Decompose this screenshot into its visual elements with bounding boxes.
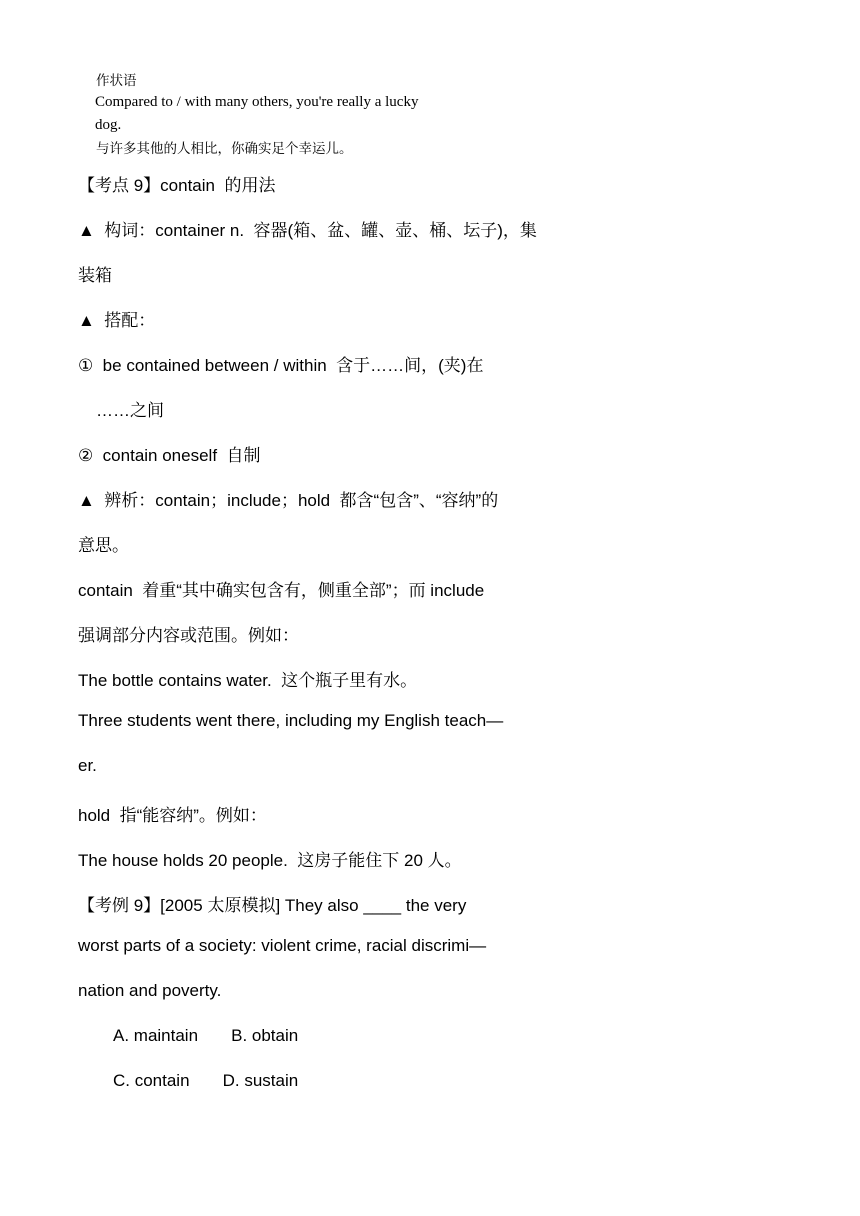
text-line: ▲ 搭配： bbox=[78, 311, 156, 330]
text-line: ……之间 bbox=[96, 401, 164, 420]
text-line: Three students went there, including my English teach— bbox=[78, 711, 504, 730]
adverbial-label: 作状语 bbox=[96, 73, 137, 89]
example-sentence-en-2: dog. bbox=[95, 117, 122, 133]
text-line: 强调部分内容或范围。例如： bbox=[78, 626, 299, 645]
text-line: 意思。 bbox=[78, 536, 129, 555]
text-line: nation and poverty. bbox=[78, 981, 222, 1000]
answer-options-row-1: A. maintain B. obtain bbox=[113, 1026, 299, 1045]
text-line: ② contain oneself 自制 bbox=[78, 446, 261, 465]
text-line: ▲ 构词：container n. 容器(箱、盆、罐、壶、桶、坛子)，集 bbox=[78, 221, 537, 240]
text-line: contain 着重“其中确实包含有，侧重全部”；而 include bbox=[78, 581, 485, 600]
text-line: hold 指“能容纳”。例如： bbox=[78, 806, 267, 825]
text-line: er. bbox=[78, 756, 97, 775]
text-line: 装箱 bbox=[78, 266, 112, 285]
example-sentence-en-1: Compared to / with many others, you're really a lucky bbox=[95, 94, 419, 110]
text-line: The bottle contains water. 这个瓶子里有水。 bbox=[78, 671, 418, 690]
exam-question: 【考例 9】[2005 太原模拟] They also ____ the very bbox=[78, 896, 467, 915]
example-sentence-cn: 与许多其他的人相比，你确实足个幸运儿。 bbox=[96, 141, 353, 157]
text-line: ① be contained between / within 含于……间，(夹)在 bbox=[78, 356, 484, 375]
section-heading: 【考点 9】contain 的用法 bbox=[78, 176, 276, 195]
text-line: worst parts of a society: violent crime, racial discrimi— bbox=[78, 936, 487, 955]
answer-options-row-2: C. contain D. sustain bbox=[113, 1071, 299, 1090]
text-line: ▲ 辨析：contain；include；hold 都含“包含”、“容纳”的 bbox=[78, 491, 499, 510]
text-line: The house holds 20 people. 这房子能住下 20 人。 bbox=[78, 851, 462, 870]
